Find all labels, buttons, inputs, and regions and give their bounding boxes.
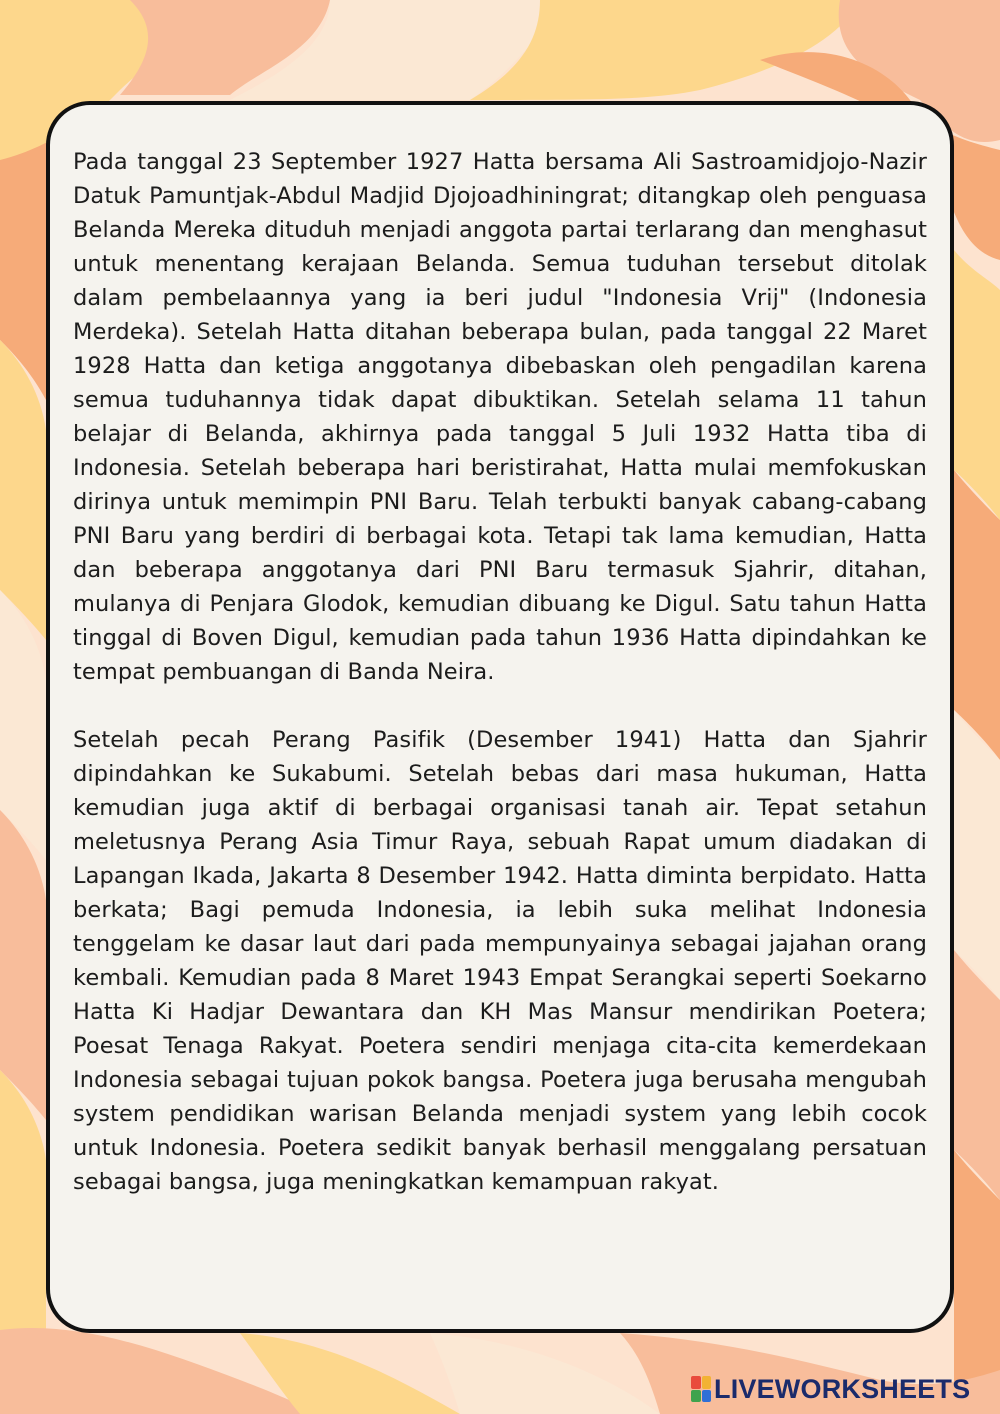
liveworksheets-brand	[691, 1374, 970, 1404]
brand-name: LIVEWORKSHEETS	[714, 1373, 971, 1404]
paragraph-2: Setelah pecah Perang Pasifik (Desember 1941) Hatta dan Sjahrir dipindahkan ke Sukabumi. Setelah bebas dari masa hukuman, Hatta kemudian juga aktif di berbagai organisasi tanah air. Tepat setahun meletusnya Perang Asia Timur Raya, sebuah Rapat umum diadakan di Lapangan Ikada, Jakarta 8 Desember 1942. Hatta diminta berpidato. Hatta berkata; Bagi pemuda Indonesia, ia lebih suka melihat Indonesia tenggelam ke dasar laut dari pada mempunyainya sebagai jajahan orang kembali. Kemudian pada 8 Maret 1943 Empat Serangkai seperti Soekarno Hatta Ki Hadjar Dewantara dan KH Mas Mansur mendirikan Poetera; Poesat Tenaga Rakyat. Poetera sendiri menjaga cita-cita kemerdekaan Indonesia sebagai tujuan pokok bangsa. Poetera juga berusaha mengubah system pendidikan warisan Belanda menjadi system yang lebih cocok untuk Indonesia. Poetera sedikit banyak berhasil menggalang persatuan sebagai bangsa, juga meningkatkan kemampuan rakyat.	[73, 727, 927, 1195]
content-card	[46, 101, 954, 1333]
paragraph-1: Pada tanggal 23 September 1927 Hatta bersama Ali Sastroamidjojo-Nazir Datuk Pamuntjak-Abdul Madjid Djojoadhiningrat; ditangkap oleh penguasa Belanda Mereka dituduh menjadi anggota partai terlarang dan menghasut untuk menentang kerajaan Belanda. Semua tuduhan tersebut ditolak dalam pembelaannya yang ia beri judul "Indonesia Vrij" (Indonesia Merdeka). Setelah Hatta ditahan beberapa bulan, pada tanggal 22 Maret 1928 Hatta dan ketiga anggotanya dibebaskan oleh pengadilan karena semua tuduhannya tidak dapat dibuktikan. Setelah selama 11 tahun belajar di Belanda, akhirnya pada tanggal 5 Juli 1932 Hatta tiba di Indonesia. Setelah beberapa hari beristirahat, Hatta mulai memfokuskan dirinya untuk memimpin PNI Baru. Telah terbukti banyak cabang-cabang PNI Baru yang berdiri di berbagai kota. Tetapi tak lama kemudian, Hatta dan beberapa anggotanya dari PNI Baru termasuk Sjahrir, ditahan, mulanya di Penjara Glodok, kemudian dibuang ke Digul. Satu tahun Hatta tinggal di Boven Digul, kemudian pada tahun 1936 Hatta dipindahkan ke tempat pembuangan di Banda Neira.	[73, 149, 927, 685]
liveworksheets-logo-icon	[691, 1376, 711, 1402]
paragraph-spacer	[73, 689, 927, 723]
